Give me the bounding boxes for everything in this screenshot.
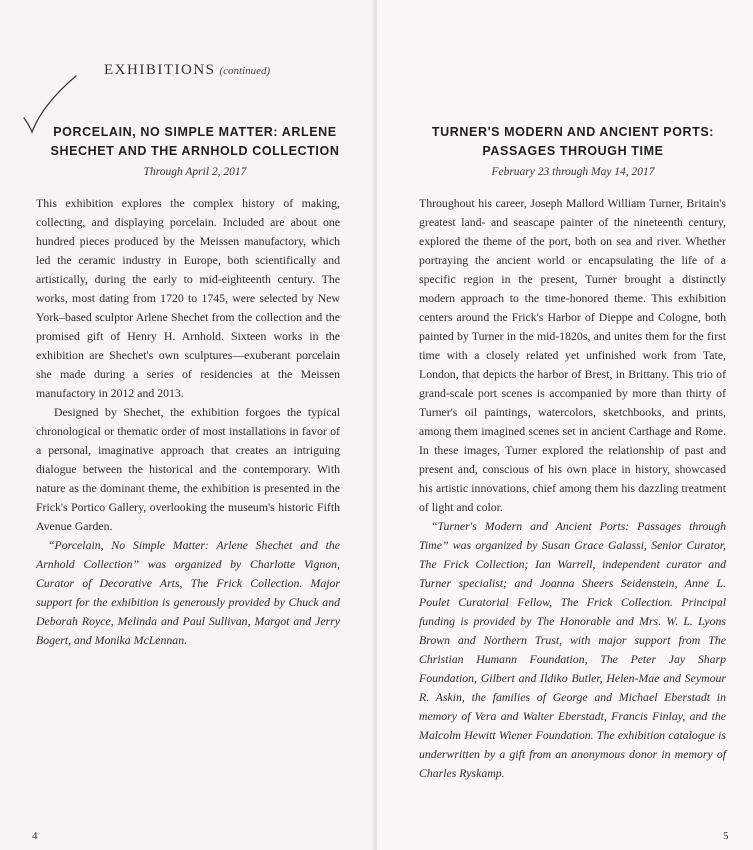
section-header-note: (continued) [219, 65, 271, 77]
credits-paragraph: “Turner's Modern and Ancient Ports: Passages through Time” was organized by Susan Grace Galassi, Senior Curator, The Frick Collection; Ian Warrell, independent curator and Turner specialist; and Joanna Sheers Seidenstein, Anne L. Poulet Curatorial Fellow, The Frick Collection. Principal funding is provided by The Honorable and Mrs. W. L. Lyons Brown and Northern Trust, with major support from The Christian Humann Foundation, The Peter Jay Sharp Foundation, Gilbert and Ildiko Butler, Helen-Mae and Seymour R. Askin, the families of George and Michael Eberstadt in memory of Vera and Walter Eberstadt, Francis Finlay, and the Malcolm Hewitt Wiener Foundation. The exhibition catalogue is underwritten by a gift from an anonymous donor in memory of Charles Ryskamp. [419, 519, 726, 780]
section-header [104, 62, 270, 79]
exhibition-dates-turner: February 23 through May 14, 2017 [491, 166, 655, 178]
section-header-label: EXHIBITIONS [104, 62, 216, 78]
page-number: 5 [723, 830, 729, 842]
body-paragraph: Throughout his career, Joseph Mallord William Turner, Britain's greatest land- and seascape painter of the nineteenth century, explored the theme of the port, both on sea and river. Whether portraying the ancient world or encapsulating the life of a specific region in the present, Turner brought a distinctly modern approach to the time-honored theme. This exhibition centers around the Frick's Harbor of Dieppe and Cologne, both painted by Turner in the mid-1820s, and unites them for the first time with a closely related yet unfinished work from Tate, London, that depicts the harbor of Brest, in Brittany. This trio of grand-scale port scenes is accompanied by more than thirty of Turner's oil paintings, watercolors, sketchbooks, and prints, among them imagined scenes set in ancient Carthage and Rome. In these images, Turner explored the relationship of past and present and, conscious of his own place in history, showcased his artistic innovations, chief among them his dazzling treatment of light and color. [419, 196, 726, 514]
exhibition-title-porcelain: PORCELAIN, NO SIMPLE MATTER: ARLENE SHECHET AND THE ARNHOLD COLLECTION [50, 125, 340, 158]
exhibition-body-turner [419, 194, 726, 783]
credits-paragraph: “Porcelain, No Simple Matter: Arlene Shechet and the Arnhold Collection” was organized by Charlotte Vignon, Curator of Decorative Arts, The Frick Collection. Major support for the exhibition is generously provided by Chuck and Deborah Royce, Melinda and Paul Sullivan, Margot and Jerry Bogert, and Monika McLennan. [36, 538, 340, 647]
page-number: 4 [32, 830, 38, 842]
body-paragraph: Designed by Shechet, the exhibition forgoes the typical chronological or thematic order of most installations in favor of a personal, imaginative approach that creates an intriguing dialogue between the historical and the contemporary. With nature as the dominant theme, the exhibition is presented in the Frick's Portico Gallery, overlooking the museum's historic Fifth Avenue Garden. [36, 405, 340, 533]
body-paragraph: This exhibition explores the complex history of making, collecting, and displaying porcelain. Included are about one hundred pieces produced by the Meissen manufactory, which led the ceramic industry in Europe, both scientifically and artistically, during the early to mid-eighteenth century. The works, most dating from 1720 to 1745, were selected by New York–based sculptor Arlene Shechet from the collection and the promised gift of Henry H. Arnhold. Sixteen works in the exhibition are Shechet's own sculptures—exuberant porcelain she made during a series of residencies at the Meissen manufactory in 2012 and 2013. [36, 196, 340, 400]
exhibition-body-porcelain [36, 194, 340, 650]
exhibition-dates-porcelain: Through April 2, 2017 [143, 166, 247, 178]
exhibition-title-turner: TURNER'S MODERN AND ANCIENT PORTS: PASSAGES THROUGH TIME [431, 125, 715, 158]
left-page [0, 0, 376, 850]
